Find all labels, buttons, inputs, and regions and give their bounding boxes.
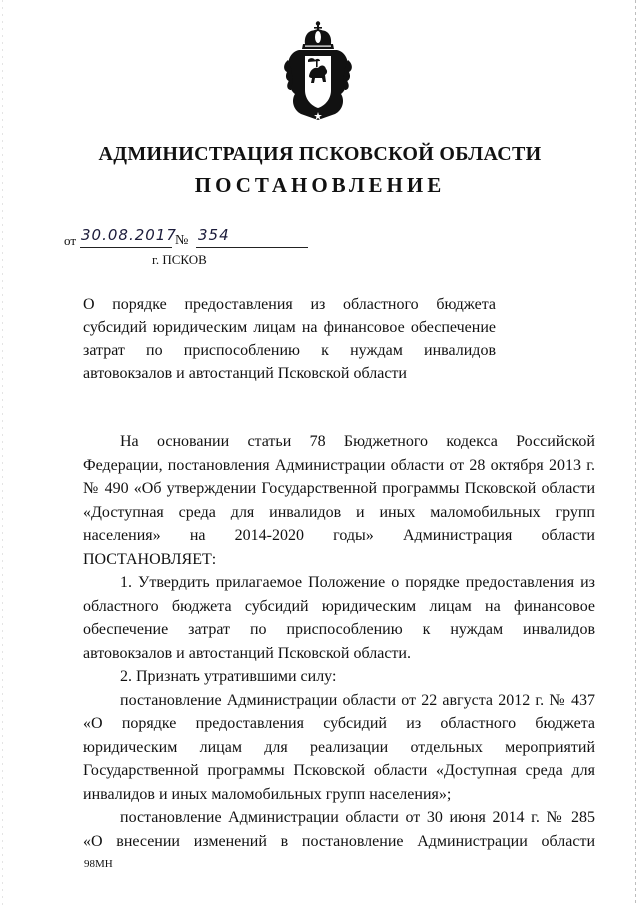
footer-code: 98МН [84, 858, 113, 870]
subject-line: автовокзалов и автостанций Псковской области [83, 365, 407, 382]
date-prefix: от [64, 233, 77, 248]
subject-line: О порядке предоставления из областного бюджета [83, 296, 496, 313]
body-line: «Доступная среда для инвалидов и иных маломобильных групп [83, 503, 595, 521]
body-line: юридическим лицам для реализации отдельных мероприятий [83, 738, 595, 756]
body-line: Федерации, постановления Администрации области от 28 октября 2013 г. [83, 456, 595, 474]
number-underline [196, 247, 308, 248]
body-line: ПОСТАНОВЛЯЕТ: [83, 550, 217, 568]
handwritten-date: 30.08.2017 [81, 226, 177, 244]
body-line: На основании статьи 78 Бюджетного кодекса Российской [120, 433, 595, 450]
document-body [83, 430, 595, 853]
number-prefix: № [175, 233, 189, 248]
city-name: г. ПСКОВ [152, 252, 207, 267]
body-line: автовокзалов и автостанций Псковской области. [83, 644, 411, 662]
subject-line: субсидий юридическим лицам на финансовое обеспечение [83, 319, 496, 336]
scan-edge-left [2, 0, 3, 905]
body-line: населения» на 2014-2020 годы» Администрация области [83, 527, 595, 544]
document-subject [83, 293, 496, 385]
handwritten-number: 354 [198, 226, 230, 244]
body-line: областного бюджета субсидий юридическим лицам на финансовое [83, 597, 595, 615]
body-line: обеспечение затрат по приспособлению к нуждам инвалидов [83, 621, 595, 638]
body-line: инвалидов и иных маломобильных групп населения»; [83, 785, 452, 803]
body-line: постановление Администрации области от 30 июня 2014 г. № 285 [120, 809, 595, 826]
body-line: 1. Утвердить прилагаемое Положение о порядке предоставления из [120, 574, 595, 591]
subject-line: затрат по приспособлению к нуждам инвалидов [83, 342, 496, 359]
body-line: «О внесении изменений в постановление Администрации области [83, 832, 595, 850]
body-line: Государственной программы Псковской области «Доступная среда для [83, 762, 595, 779]
body-line: 2. Признать утратившими силу: [120, 668, 337, 685]
body-line: № 490 «Об утверждении Государственной программы Псковской области [83, 480, 595, 497]
body-line: постановление Администрации области от 22 августа 2012 г. № 437 [120, 691, 595, 709]
date-underline [80, 247, 172, 248]
document-type: ПОСТАНОВЛЕНИЕ [194, 173, 446, 197]
organization-name: АДМИНИСТРАЦИЯ ПСКОВСКОЙ ОБЛАСТИ [98, 143, 542, 165]
body-line: «О порядке предоставления субсидий из областного бюджета [83, 715, 595, 732]
scan-edge-right [635, 0, 636, 905]
coat-of-arms-icon [283, 20, 353, 122]
